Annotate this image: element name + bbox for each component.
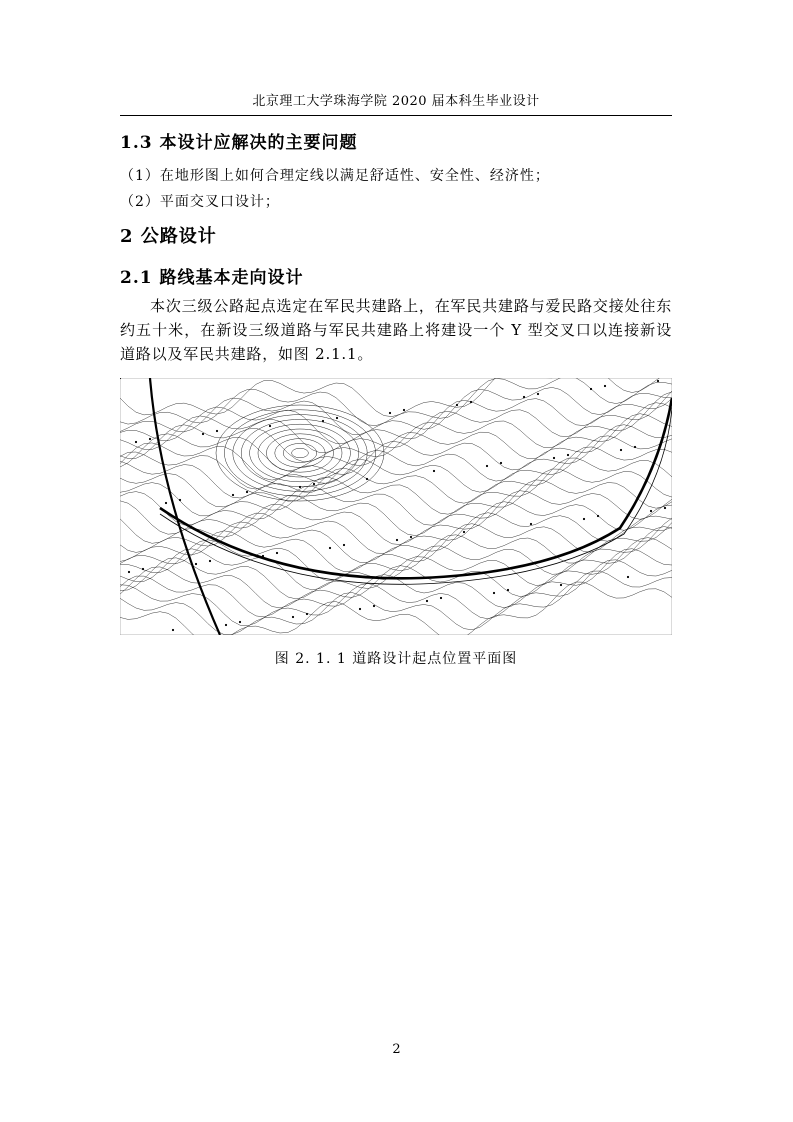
page-number: 2: [392, 1042, 401, 1057]
topographic-plan-figure: [120, 378, 672, 635]
body-paragraph: 本次三级公路起点选定在军民共建路上，在军民共建路与爱民路交接处往东约五十米，在新设三级道路与军民共建路上将建设一个 Y 型交叉口以连接新设道路以及军民共建路，如图 2.1.1。: [120, 297, 672, 363]
figure-caption: 图 2. 1. 1 道路设计起点位置平面图: [274, 651, 518, 667]
topographic-map-drawing: [120, 378, 672, 635]
header-rule: [120, 115, 672, 116]
section-heading-2-1: 2.1 路线基本走向设计: [120, 268, 304, 288]
section-heading-1-3: 1.3 本设计应解决的主要问题: [120, 133, 358, 153]
list-item: （1）在地形图上如何合理定线以满足舒适性、安全性、经济性；: [120, 168, 550, 184]
running-header: 北京理工大学珠海学院 2020 届本科生毕业设计: [252, 94, 540, 109]
chapter-heading-2: 2 公路设计: [120, 226, 217, 247]
list-item: （2）平面交叉口设计；: [120, 194, 280, 210]
